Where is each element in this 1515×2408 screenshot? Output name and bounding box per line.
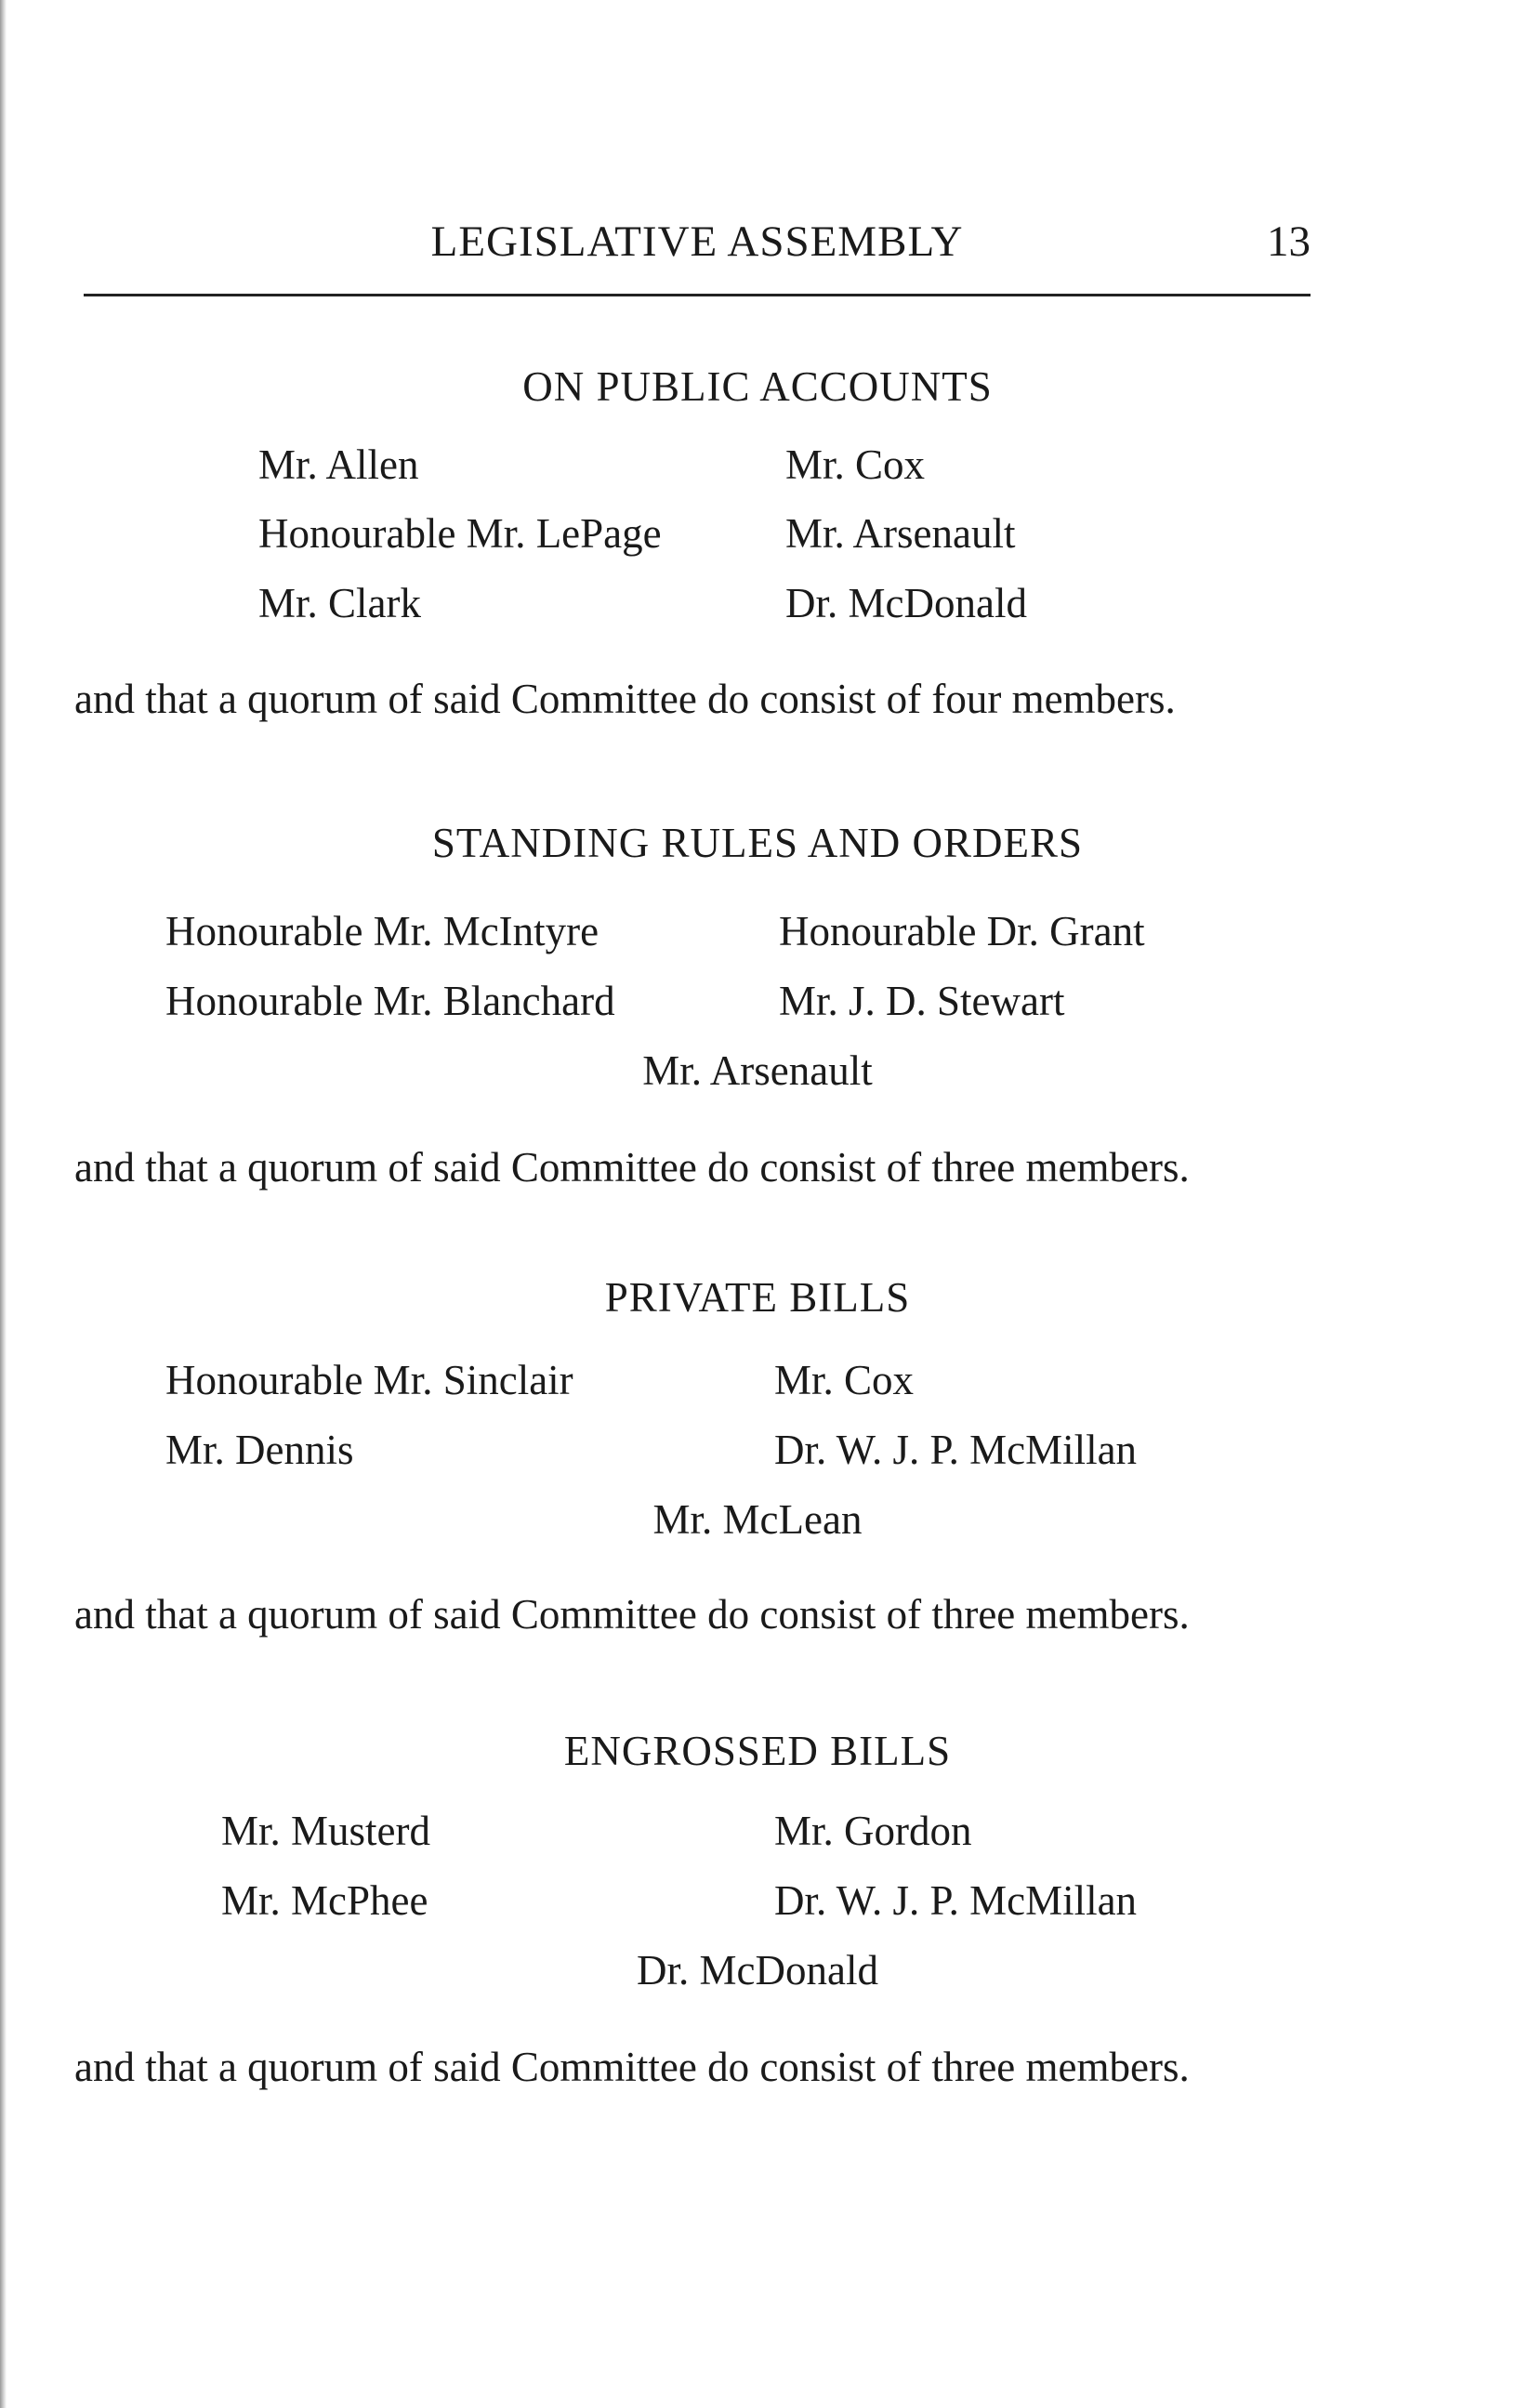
member-name: Mr. Gordon [774,1808,972,1854]
page-binding-edge [0,0,7,2408]
member-name: Honourable Mr. Sinclair [165,1357,573,1403]
section-title: ENGROSSED BILLS [563,1728,952,1774]
quorum-paragraph: and that a quorum of said Committee do consist of four members. [74,676,1176,722]
member-name: Mr. Cox [785,441,926,488]
member-name: Honourable Dr. Grant [779,908,1145,954]
page-number: 13 [1267,217,1311,266]
quorum-paragraph: and that a quorum of said Committee do consist of three members. [74,1144,1190,1191]
member-name: Dr. McDonald [785,580,1027,626]
member-name: Mr. McPhee [221,1877,428,1924]
member-name: Mr. Allen [258,441,419,488]
member-name: Dr. W. J. P. McMillan [774,1427,1138,1473]
quorum-paragraph: and that a quorum of said Committee do consist of three members. [74,2044,1190,2090]
section-title: PRIVATE BILLS [604,1274,911,1321]
header-rule [84,294,1311,296]
member-name: Mr. Arsenault [785,510,1016,557]
member-name: Mr. Cox [774,1357,915,1403]
member-name: Dr. W. J. P. McMillan [774,1877,1138,1924]
member-name-centered: Dr. McDonald [637,1947,878,1994]
member-name: Mr. J. D. Stewart [779,978,1065,1024]
quorum-paragraph: and that a quorum of said Committee do consist of three members. [74,1591,1190,1638]
member-name: Mr. Musterd [221,1808,430,1854]
member-name: Honourable Mr. McIntyre [165,908,599,954]
member-name: Honourable Mr. LePage [258,510,662,557]
member-name-centered: Mr. McLean [652,1496,863,1543]
member-name-centered: Mr. Arsenault [642,1047,873,1094]
section-title: STANDING RULES AND ORDERS [431,820,1084,866]
member-name: Mr. Clark [258,580,421,626]
member-name: Mr. Dennis [165,1427,354,1473]
running-head: LEGISLATIVE ASSEMBLY [430,217,964,266]
member-name: Honourable Mr. Blanchard [165,978,615,1024]
section-title: ON PUBLIC ACCOUNTS [522,363,993,410]
page-header [84,217,1311,272]
